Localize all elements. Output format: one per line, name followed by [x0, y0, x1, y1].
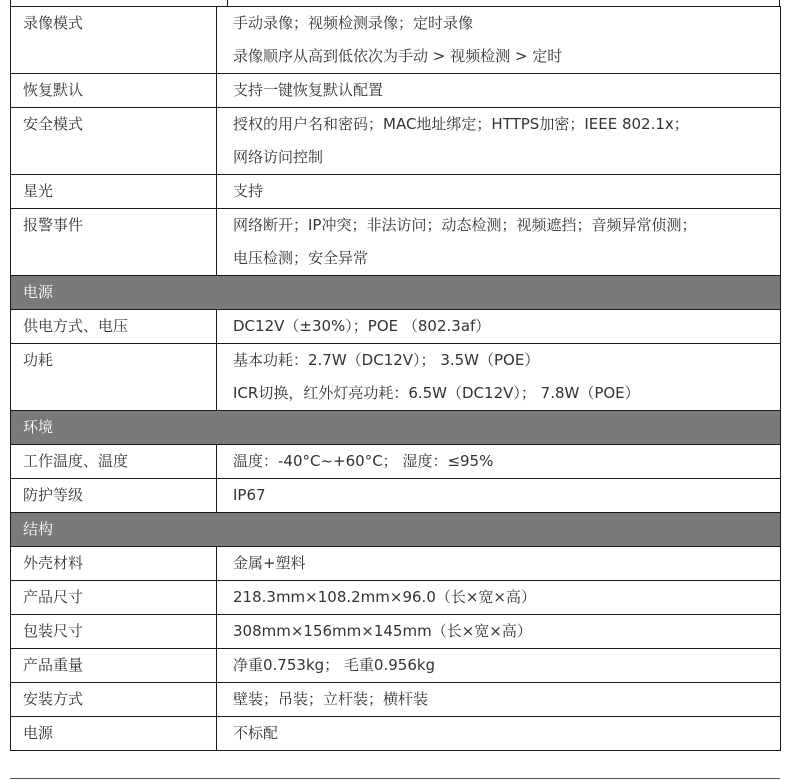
spec-value-line: ICR切换，红外灯亮功耗：6.5W（DC12V）； 7.8W（POE） — [233, 384, 640, 402]
spec-value-line: IP67 — [233, 486, 266, 504]
spec-value-line: 218.3mm×108.2mm×96.0（长×宽×高） — [233, 588, 537, 606]
spec-key: 录像模式 — [11, 7, 217, 74]
spec-value-line: 温度：-40°C~+60°C； 湿度：≤95% — [233, 452, 494, 470]
spec-key: 工作温度、温度 — [11, 445, 217, 479]
spec-key: 外壳材料 — [11, 547, 217, 581]
spec-value — [217, 581, 781, 615]
spec-value-line: 手动录像；视频检测录像；定时录像 — [233, 14, 474, 32]
spec-value-line: 网络断开；IP冲突；非法访问；动态检测；视频遮挡；音频异常侦测； — [233, 216, 697, 234]
spec-value — [217, 74, 781, 108]
table-row — [11, 175, 781, 209]
spec-value-line: 录像顺序从高到低依次为手动 > 视频检测 > 定时 — [233, 47, 563, 65]
spec-key: 功耗 — [11, 344, 217, 411]
spec-value — [217, 683, 781, 717]
spec-value — [217, 717, 781, 751]
spec-table-body — [11, 7, 781, 751]
spec-value-line: 授权的用户名和密码；MAC地址绑定；HTTPS加密；IEEE 802.1x； — [233, 115, 689, 133]
table-row — [11, 74, 781, 108]
spec-value — [217, 310, 781, 344]
table-row — [11, 547, 781, 581]
table-row — [11, 344, 781, 411]
spec-key: 恢复默认 — [11, 74, 217, 108]
table-row — [11, 310, 781, 344]
spec-value-line: 电压检测；安全异常 — [233, 249, 369, 267]
spec-value-line: 净重0.753kg； 毛重0.956kg — [233, 656, 436, 674]
table-row — [11, 581, 781, 615]
table-row — [11, 445, 781, 479]
spec-key: 供电方式、电压 — [11, 310, 217, 344]
table-row — [11, 615, 781, 649]
section-header-row — [11, 411, 781, 445]
spec-value — [217, 479, 781, 513]
spec-key: 包装尺寸 — [11, 615, 217, 649]
table-row — [11, 683, 781, 717]
section-title: 电源 — [11, 276, 781, 310]
table-row — [11, 649, 781, 683]
spec-value-line: 不标配 — [233, 724, 279, 742]
spec-value-line: 金属+塑料 — [233, 554, 306, 572]
spec-value-line: 308mm×156mm×145mm（长×宽×高） — [233, 622, 532, 640]
section-header-row — [11, 276, 781, 310]
spec-value — [217, 649, 781, 683]
table-row — [11, 108, 781, 175]
spec-key: 电源 — [11, 717, 217, 751]
spec-key: 安全模式 — [11, 108, 217, 175]
section-title: 结构 — [11, 513, 781, 547]
spec-value — [217, 615, 781, 649]
spec-value — [217, 108, 781, 175]
section-title: 环境 — [11, 411, 781, 445]
spec-key: 星光 — [11, 175, 217, 209]
table-row — [11, 479, 781, 513]
spec-value — [217, 209, 781, 276]
spec-table — [10, 6, 781, 751]
spec-value — [217, 445, 781, 479]
spec-key: 报警事件 — [11, 209, 217, 276]
section-header-row — [11, 513, 781, 547]
spec-key: 产品尺寸 — [11, 581, 217, 615]
spec-key: 产品重量 — [11, 649, 217, 683]
spec-value-line: 支持一键恢复默认配置 — [233, 81, 384, 99]
spec-value-line: 支持 — [233, 182, 264, 200]
spec-key: 安装方式 — [11, 683, 217, 717]
spec-key: 防护等级 — [11, 479, 217, 513]
spec-value — [217, 344, 781, 411]
table-row — [11, 209, 781, 276]
spec-value-line: 网络访问控制 — [233, 148, 324, 166]
spec-value — [217, 7, 781, 74]
table-row — [11, 717, 781, 751]
spec-value-line: DC12V（±30%）；POE （802.3af） — [233, 317, 491, 335]
spec-value — [217, 175, 781, 209]
spec-value — [217, 547, 781, 581]
spec-value-line: 壁装；吊装；立杆装；横杆装 — [233, 690, 429, 708]
table-row — [11, 7, 781, 74]
footer-rule — [10, 778, 780, 779]
spec-value-line: 基本功耗：2.7W（DC12V）； 3.5W（POE） — [233, 351, 540, 369]
